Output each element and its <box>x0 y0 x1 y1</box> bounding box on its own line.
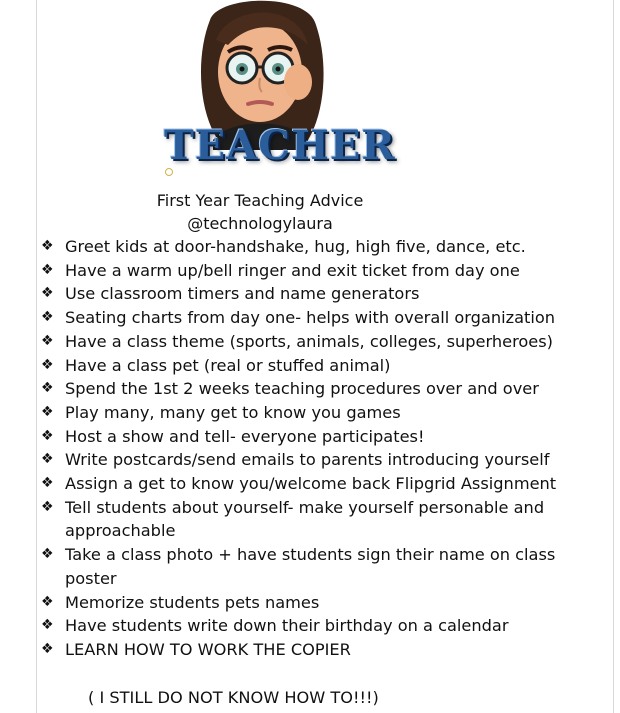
bullet-icon: ❖ <box>41 332 54 349</box>
bullet-icon: ❖ <box>41 261 54 278</box>
advice-item: ❖ LEARN HOW TO WORK THE COPIER <box>40 638 600 662</box>
page-border-right <box>613 0 614 713</box>
bullet-icon: ❖ <box>41 475 54 492</box>
advice-item: ❖ Have students write down their birthday on a calendar <box>40 614 600 638</box>
bullet-icon: ❖ <box>41 285 54 302</box>
page-border-left <box>36 0 37 713</box>
advice-item: ❖ Assign a get to know you/welcome back Flipgrid Assignment <box>40 472 600 496</box>
advice-item: ❖ Have a class theme (sports, animals, colleges, superheroes) <box>40 330 600 354</box>
bullet-icon: ❖ <box>41 498 54 515</box>
advice-item: ❖ Memorize students pets names <box>40 591 600 615</box>
advice-item: ❖ Greet kids at door-handshake, hug, high five, dance, etc. <box>40 235 600 259</box>
advice-item: ❖ Spend the 1st 2 weeks teaching procedures over and over <box>40 377 600 401</box>
document-author: @technologylaura <box>187 214 333 233</box>
bullet-icon: ❖ <box>41 546 54 563</box>
bullet-icon: ❖ <box>41 309 54 326</box>
bullet-icon: ❖ <box>41 403 54 420</box>
bullet-icon: ❖ <box>41 640 54 657</box>
advice-item: ❖ Play many, many get to know you games <box>40 401 600 425</box>
advice-item: ❖ Use classroom timers and name generators <box>40 282 600 306</box>
advice-list <box>40 235 600 662</box>
bullet-icon: ❖ <box>41 593 54 610</box>
advice-item: ❖ Seating charts from day one- helps with overall organization <box>40 306 600 330</box>
advice-item: ❖ Host a show and tell- everyone participates! <box>40 425 600 449</box>
teacher-title-badge: TEACHER <box>164 122 396 169</box>
document-title: First Year Teaching Advice <box>156 191 364 210</box>
advice-item: ❖ Take a class photo + have students sign their name on class poster <box>41 545 556 588</box>
bullet-icon: ❖ <box>41 451 54 468</box>
decorative-dot <box>165 168 173 176</box>
bullet-icon: ❖ <box>41 356 54 373</box>
advice-item: ❖ Have a warm up/bell ringer and exit ticket from day one <box>40 259 600 283</box>
bullet-icon: ❖ <box>41 617 54 634</box>
advice-item: ❖ Tell students about yourself- make yourself personable and approachable <box>41 497 545 541</box>
copier-footnote: ( I STILL DO NOT KNOW HOW TO!!!) <box>88 688 379 707</box>
advice-item: ❖ Write postcards/send emails to parents introducing yourself <box>40 448 600 472</box>
advice-item: ❖ Have a class pet (real or stuffed animal) <box>40 354 600 378</box>
bullet-icon: ❖ <box>41 427 54 444</box>
bullet-icon: ❖ <box>41 238 54 254</box>
bullet-icon: ❖ <box>41 380 54 397</box>
